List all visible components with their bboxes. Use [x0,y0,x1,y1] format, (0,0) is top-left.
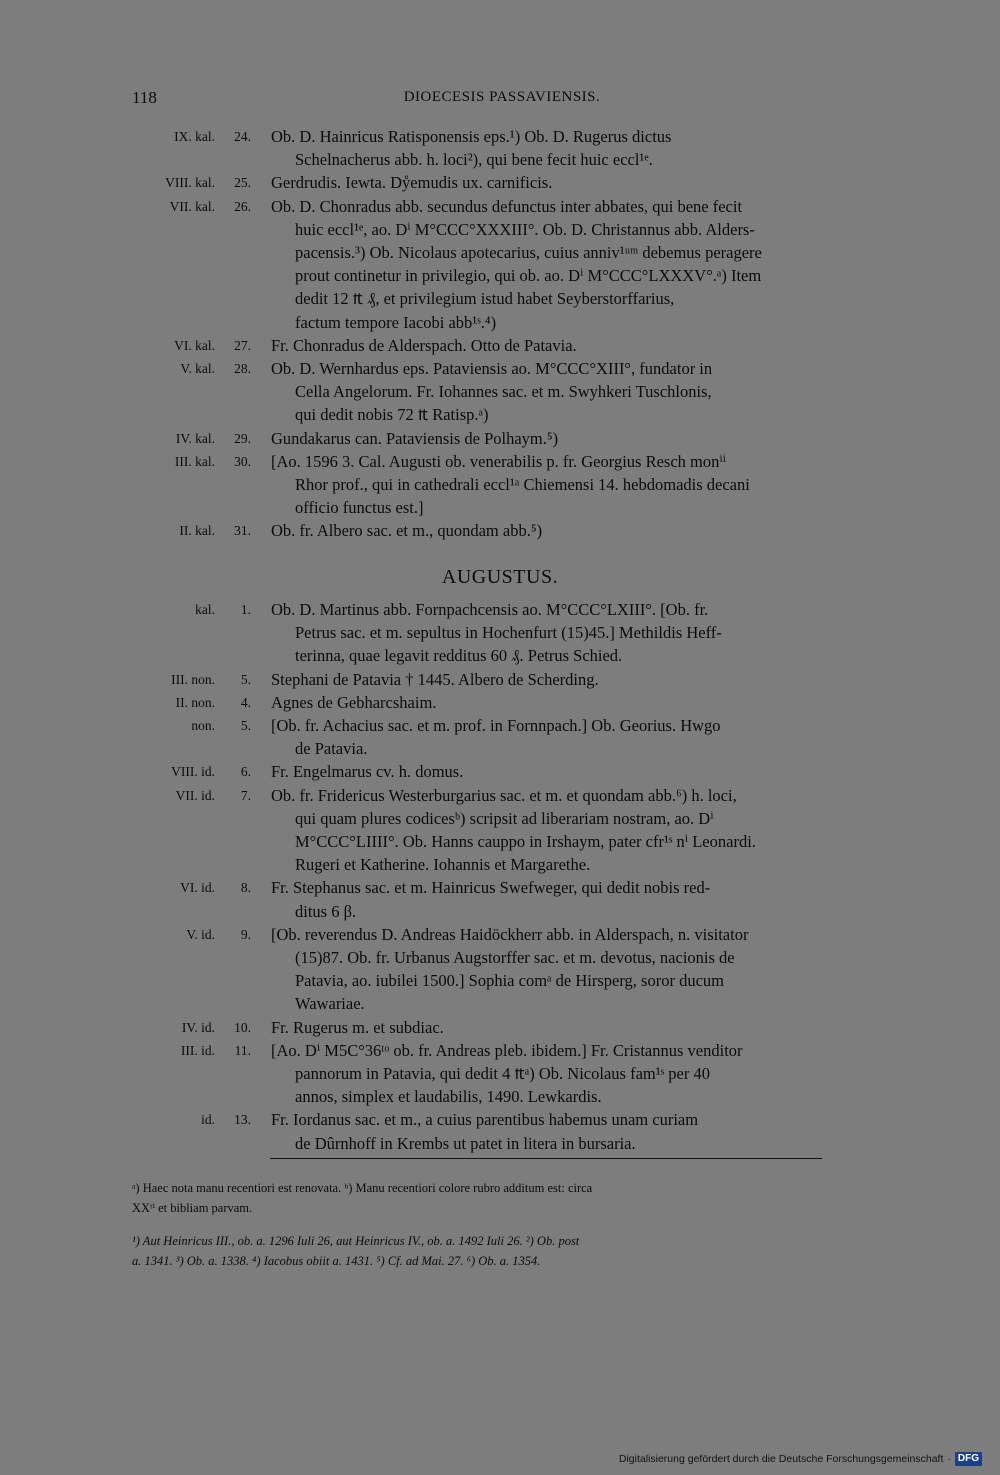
entry-line: Rhor prof., qui in cathedrali eccl¹ᵃ Chiemensi 14. hebdomadis decani [295,474,750,494]
day-number: 7. [240,787,251,803]
calendar-entry [0,598,1000,668]
entry-text [271,427,871,450]
section-title-augustus: AUGUSTUS. [441,566,559,588]
day-label: II. non. [175,694,215,710]
calendar-entry [0,1108,1000,1154]
entry-line: Wawariae. [295,994,365,1014]
entry-text [271,125,871,171]
entry-text [271,1016,871,1039]
entry-line: Ob. fr. Fridericus Westerburgarius sac. et m. et quondam abb.⁶) h. loci, [271,785,737,805]
footnote-line: ¹) Aut Heinricus III., ob. a. 1296 Iuli 26, aut Heinricus IV., ob. a. 1492 Iuli 26. ²) Ob. post [132,1234,580,1248]
calendar-entry [0,760,1000,783]
entry-text [271,519,871,542]
day-label: non. [191,717,215,733]
calendar-entry [0,714,1000,760]
entry-line: Cella Angelorum. Fr. Iohannes sac. et m. Swyhkeri Tuschlonis, [295,382,712,402]
calendar-entry [0,876,1000,922]
entry-line: terinna, quae legavit redditus 60 ₰. Petrus Schied. [295,646,623,666]
entry-line: Fr. Rugerus m. et subdiac. [271,1017,444,1037]
calendar-entry [0,195,1000,334]
day-number: 1. [240,602,251,617]
day-number: 29. [234,430,251,446]
entry-line: officio functus est.] [295,498,424,518]
day-label: III. id. [180,1042,215,1058]
day-label: III. kal. [174,453,215,469]
entry-text [271,714,871,760]
entry-text [271,876,871,922]
entry-line: pacensis.³) Ob. Nicolaus apotecarius, cuius anniv¹ᵘᵐ debemus peragere [295,242,762,262]
entry-line: [Ao. Dⁱ M5C°36ᵗᵒ ob. fr. Andreas pleb. ibidem.] Fr. Cristannus venditor [271,1040,743,1060]
day-number: 4. [240,694,251,710]
entry-text [271,668,871,691]
day-label: kal. [195,602,215,617]
credit-text: Digitalisierung gefördert durch die Deutsche Forschungsgemeinschaft [618,1453,944,1465]
footnotes-numbers [132,1231,872,1271]
day-label: VIII. kal. [165,175,215,191]
calendar-entry [0,171,1000,194]
footnote-line: a. 1341. ³) Ob. a. 1338. ⁴) Iacobus obiit a. 1431. ⁵) Cf. ad Mai. 27. ⁶) Ob. a. 1354. [132,1254,541,1268]
day-number: 9. [240,926,251,942]
entry-line: Rugeri et Katherine. Iohannis et Margarethe. [295,855,591,875]
entry-text [271,784,871,877]
entry-text [271,1039,871,1109]
day-label: III. non. [171,671,215,687]
calendar-entry [0,519,1000,542]
calendar-entry [0,334,1000,357]
day-number: 13. [234,1112,251,1128]
day-label: IX. kal. [174,129,215,144]
entry-line: Stephani de Patavia † 1445. Albero de Scherding. [271,669,599,689]
calendar-entry [0,357,1000,427]
entry-text [271,171,871,194]
entry-line: de Patavia. [295,739,368,759]
day-label: VI. kal. [174,337,215,353]
day-number: 28. [234,360,251,376]
entry-line: [Ao. 1596 3. Cal. Augusti ob. venerabilis p. fr. Georgius Resch monⁱⁱ [271,451,726,471]
calendar-entry [0,668,1000,691]
calendar-entry [0,923,1000,1016]
footnote-rule [270,1158,822,1159]
entry-line: qui dedit nobis 72 ₶ Ratisp.ᵃ) [295,405,489,425]
day-label: VII. id. [175,787,215,803]
entry-line: ditus 6 β. [295,901,357,921]
entry-line: Patavia, ao. iubilei 1500.] Sophia comᵃ de Hirsperg, soror ducum [295,971,724,991]
entry-line: Ob. D. Chonradus abb. secundus defunctus inter abbates, qui bene fecit [271,196,743,216]
entry-line: Fr. Chonradus de Alderspach. Otto de Patavia. [271,335,577,355]
day-label: V. id. [186,926,215,942]
entry-line: dedit 12 ₶ ₰, et privilegium istud habet Seyberstorffarius, [295,289,675,309]
entry-line: annos, simplex et laudabilis, 1490. Lewkardis. [295,1087,602,1107]
entry-line: Petrus sac. et m. sepultus in Hochenfurt (15)45.] Methildis Heff- [295,623,722,643]
footnote-line: ᵃ) Haec nota manu recentiori est renovata. ᵇ) Manu recentiori colore rubro additum est: circa [132,1181,593,1195]
day-label: VII. kal. [169,198,215,214]
entry-line: Agnes de Gebharcshaim. [271,692,437,712]
entry-line: Schelnacherus abb. h. loci²), qui bene fecit huic eccl¹ᵉ. [295,150,653,170]
day-number: 6. [240,764,251,780]
entry-line: Gundakarus can. Pataviensis de Polhaym.⁵) [271,428,559,448]
entry-text [271,1108,871,1154]
entry-text [271,598,871,668]
calendar-entry [0,1016,1000,1039]
calendar-entry [0,1039,1000,1109]
day-number: 25. [234,175,251,191]
entry-line: [Ob. reverendus D. Andreas Haidöckherr abb. in Alderspach, n. visitator [271,924,749,944]
entry-text [271,760,871,783]
entry-line: Ob. D. Hainricus Ratisponensis eps.¹) Ob. D. Rugerus dictus [271,127,672,146]
footnote-line: XXᵗⁱ et bibliam parvam. [132,1201,253,1215]
entry-line: Fr. Stephanus sac. et m. Hainricus Swefweger, qui dedit nobis red- [271,878,711,898]
calendar-entry [0,691,1000,714]
entry-text [271,357,871,427]
entry-line: huic eccl¹ᵉ, ao. Dⁱ M°CCC°XXXIII°. Ob. D. Christannus abb. Alders- [295,219,755,239]
entry-line: (15)87. Ob. fr. Urbanus Augstorffer sac. et m. devotus, nacionis de [295,947,735,967]
calendar-entry [0,427,1000,450]
entry-line: prout continetur in privilegio, qui ob. ao. Dⁱ M°CCC°LXXXV°.ᵃ) Item [295,266,762,286]
augustus-entries [0,598,1000,1155]
day-number: 26. [234,198,251,214]
day-number: 8. [240,880,251,896]
entry-line: factum tempore Iacobi abb¹ˢ.⁴) [295,312,497,332]
dfg-logo: DFG [955,1452,982,1466]
entry-line: Fr. Iordanus sac. et m., a cuius parentibus habemus unam curiam [271,1110,699,1130]
calendar-entry [0,125,1000,171]
entry-line: Gerdrudis. Iewta. Dẙemudis ux. carnificis. [271,173,553,193]
entry-line: Fr. Engelmarus cv. h. domus. [271,762,464,782]
day-label: V. kal. [180,360,215,376]
day-number: 30. [234,453,251,469]
day-label: id. [201,1112,215,1128]
entry-line: M°CCC°LIIII°. Ob. Hanns cauppo in Irshaym, pater cfr¹ˢ nⁱ Leonardi. [295,831,756,851]
day-number: 5. [240,717,251,733]
day-number: 5. [240,671,251,687]
running-title: DIOECESIS PASSAVIENSIS. [403,89,601,105]
entry-text [271,923,871,1016]
day-label: IV. id. [181,1019,215,1035]
entry-line: de Dûrnhoff in Krembs ut patet in litera in bursaria. [295,1133,636,1153]
digitization-credit: Digitalisierung gefördert durch die Deutsche Forschungsgemeinschaft · DFG [619,1451,982,1467]
entry-line: Ob. D. Martinus abb. Fornpachcensis ao. M°CCC°LXIII°. [Ob. fr. [271,600,709,619]
day-number: 24. [234,129,251,144]
entry-line: [Ob. fr. Achacius sac. et m. prof. in Fornnpach.] Ob. Georius. Hwgo [271,715,721,735]
day-number: 31. [234,523,251,539]
entry-text [271,450,871,520]
entry-line: Ob. D. Wernhardus eps. Pataviensis ao. M°CCC°XIII°, fundator in [271,358,713,378]
entry-line: qui quam plures codicesᵇ) scripsit ad liberariam nostram, ao. Dⁱ [295,808,714,828]
calendar-entry [0,450,1000,520]
day-number: 10. [234,1019,251,1035]
entry-text [271,195,871,334]
day-label: IV. kal. [175,430,215,446]
day-label: VIII. id. [171,764,215,780]
page-number: 118 [132,88,157,107]
page-header [132,88,872,112]
calendar-entry [0,784,1000,877]
day-number: 11. [234,1042,251,1058]
entry-text [271,691,871,714]
day-number: 27. [234,337,251,353]
footnotes-letters [132,1178,872,1218]
entry-text [271,334,871,357]
julius-entries [0,125,1000,543]
day-label: II. kal. [179,523,215,539]
day-label: VI. id. [180,880,215,896]
entry-line: pannorum in Patavia, qui dedit 4 ₶ᵃ) Ob. Nicolaus fam¹ˢ per 40 [295,1063,710,1083]
entry-line: Ob. fr. Albero sac. et m., quondam abb.⁵) [271,521,543,541]
